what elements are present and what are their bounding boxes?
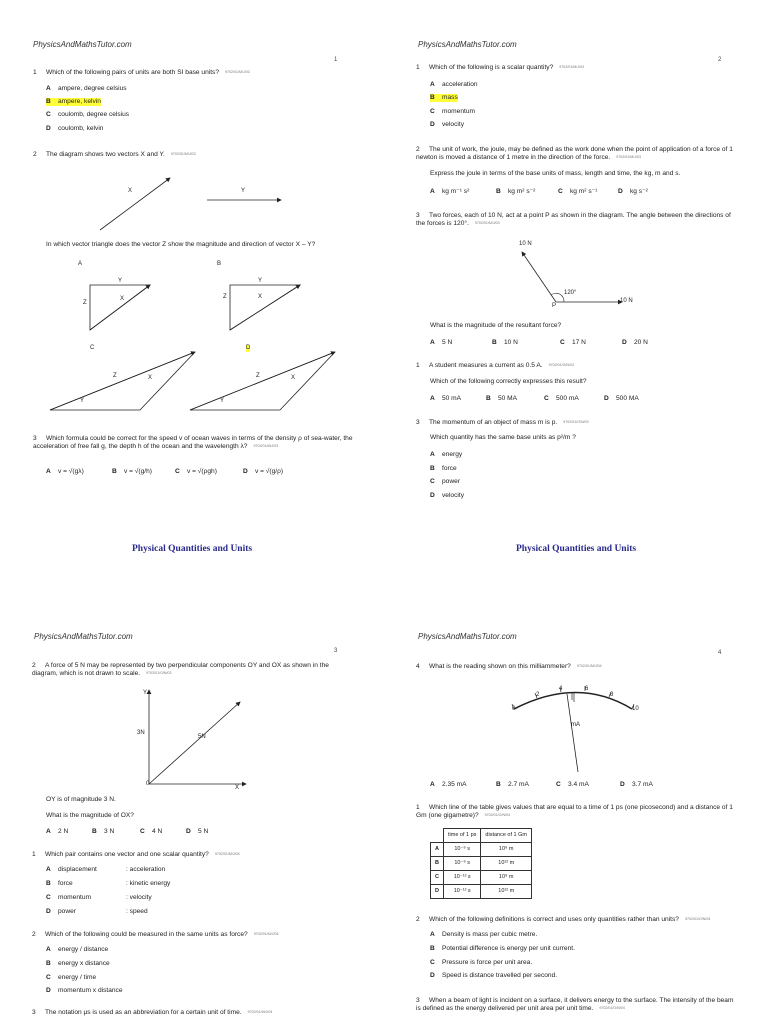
option[interactable]: B 50 MA: [486, 395, 518, 402]
question: 1 A student measures a current as 0.5 A. 9702/01/O/N/03: [416, 362, 574, 369]
page-number: 3: [334, 648, 338, 654]
question-number: 1: [33, 69, 37, 76]
page-number: 1: [334, 57, 338, 63]
question: 2 The unit of work, the joule, may be defined as the work done when the point of application of a force of 1 newton is moved a distance of 1 metre in the direction of the force. 9702/01/M/J/03: [416, 146, 733, 161]
page-4: [384, 620, 768, 1024]
option[interactable]: D Speed is distance travelled per second.: [430, 972, 558, 979]
tick-label: 2: [536, 692, 540, 698]
option[interactable]: D v = √(g/ρ): [243, 468, 284, 475]
question: 4 What is the reading shown on this milliammeter? 9702/01/M/J/04: [416, 663, 602, 670]
question: 3 Two forces, each of 10 N, act at a point P as shown in the diagram. The angle between the directions of the forces is 120°. 9702/01/M/J/03: [416, 212, 731, 227]
dial-arc: [514, 693, 632, 710]
option-highlighted[interactable]: B mass: [430, 94, 458, 101]
question: 2 A force of 5 N may be represented by two perpendicular components OY and OX as shown in the diagram, which is not drawn to scale. 9702/01/O/N/03: [32, 662, 329, 677]
label-y: Y: [241, 188, 246, 194]
table-row[interactable]: A displacement : acceleration: [46, 866, 166, 873]
option[interactable]: C 500 mA: [544, 395, 579, 402]
diagram-letter: B: [217, 261, 222, 267]
label-x: X: [128, 188, 133, 194]
option[interactable]: A energy / distance: [46, 946, 109, 953]
option[interactable]: C kg m² s⁻¹: [558, 188, 598, 195]
site-header: PhysicsAndMathsTutor.com: [33, 40, 132, 49]
question-prompt: What is the magnitude of OX?: [46, 812, 134, 819]
tick-label: 6: [585, 686, 589, 692]
question: 3 The momentum of an object of mass m is p. 9702/01/O/N/03: [416, 419, 589, 426]
option[interactable]: A 50 mA: [430, 395, 462, 402]
tick-label: 8: [610, 692, 614, 698]
question: 3 When a beam of light is incident on a surface, it delivers energy to the surface. The intensity of the beam is defined as the energy delivered per unit area per unit time. 9702/01/O/N/04: [416, 997, 734, 1012]
option[interactable]: C coulomb, degree celsius: [46, 111, 130, 118]
table-row[interactable]: D 10⁻¹² s 10¹² m: [431, 885, 532, 899]
option[interactable]: B kg m² s⁻²: [496, 188, 536, 195]
option[interactable]: D 5 N: [186, 828, 209, 835]
option[interactable]: A kg m⁻¹ s²: [430, 188, 470, 195]
page-number: 4: [718, 650, 722, 656]
question: 2 Which of the following definitions is correct and uses only quantities rather than units? 9702/01/O/N/04: [416, 916, 711, 923]
force-arrow-1: [522, 252, 556, 302]
table-row[interactable]: D power : speed: [46, 908, 148, 915]
site-header: PhysicsAndMathsTutor.com: [34, 632, 133, 641]
option[interactable]: A energy: [430, 451, 463, 458]
option[interactable]: D velocity: [430, 492, 464, 499]
question-prompt: In which vector triangle does the vector Z show the magnitude and direction of vector X – Y?: [46, 241, 316, 248]
question: 2 Which of the following could be measured in the same units as force? 9702/01/M/J/04: [32, 931, 279, 938]
option[interactable]: A v = √(gλ): [46, 468, 84, 475]
option[interactable]: C energy / time: [46, 974, 97, 981]
table-row[interactable]: A 10⁻⁹ s 10⁹ m: [431, 843, 532, 857]
table-row[interactable]: B force : kinetic energy: [46, 880, 171, 887]
question-prompt: What is the magnitude of the resultant force?: [430, 322, 562, 329]
resultant-arrow: [149, 702, 240, 784]
question: 1 Which line of the table gives values that are equal to a time of 1 ps (one picosecond) and a distance of 1 Gm (one gigametre)? 9702/01/O/N/04: [416, 804, 733, 819]
option[interactable]: D kg s⁻²: [618, 188, 648, 195]
question: 3 The notation μs is used as an abbreviation for a certain unit of time. 9702/01/M/J/04: [32, 1009, 273, 1016]
question: 1 Which pair contains one vector and one scalar quantity? 9702/01/M/J/04: [32, 851, 240, 858]
option[interactable]: B force: [430, 465, 457, 472]
question-text: Which of the following pairs of units are both SI base units?: [46, 69, 219, 76]
table-row[interactable]: B 10⁻⁹ s 10¹² m: [431, 857, 532, 871]
option[interactable]: B Potential difference is energy per unit current.: [430, 945, 575, 952]
question-prompt: Which quantity has the same base units as p²/m ?: [430, 434, 576, 441]
option[interactable]: C momentum: [430, 108, 475, 115]
table-row[interactable]: C momentum : velocity: [46, 894, 152, 901]
question: 3 Which formula could be correct for the speed v of ocean waves in terms of the density ρ of sea-water, the acceleration of free fall g, the depth h of the ocean and the wavelength λ? 9702/01/M/J/03: [33, 435, 353, 450]
option[interactable]: A 2 N: [46, 828, 69, 835]
option[interactable]: B energy x distance: [46, 960, 110, 967]
option[interactable]: A Density is mass per cubic metre.: [430, 931, 538, 938]
page-footer: Physical Quantities and Units: [132, 544, 253, 554]
option[interactable]: D 20 N: [622, 339, 648, 346]
meter-needle: [567, 694, 578, 772]
option[interactable]: A 2.35 mA: [430, 781, 467, 788]
option[interactable]: B 3 N: [92, 828, 115, 835]
tick-label: 0: [512, 706, 516, 712]
page-footer: Physical Quantities and Units: [516, 544, 637, 554]
option-highlighted[interactable]: B ampere, kelvin: [46, 98, 101, 105]
option[interactable]: C 4 N: [140, 828, 163, 835]
question: 2 The diagram shows two vectors X and Y. 9702/01/M/J/03: [33, 151, 196, 158]
option[interactable]: C v = √(ρgh): [175, 468, 217, 475]
option[interactable]: B 10 N: [492, 339, 518, 346]
diagram-letter-highlighted: D: [246, 345, 251, 351]
site-header: PhysicsAndMathsTutor.com: [418, 632, 517, 641]
option[interactable]: D velocity: [430, 121, 464, 128]
question: 1 Which of the following is a scalar quantity? 9702/01/M/J/03: [416, 64, 585, 71]
tick-label: 4: [559, 686, 563, 692]
page-2: PhysicsAndMathsTutor.com 2 1 Which of the following is a scalar quantity? 9702/01/M/J/03 A acceleration B mass C momentum D velocity 2 The unit of work, the joule, may be defined as the work done when the point of application of a force of 1 newton is moved a distance of 1 metre in the direction of the force. 9702/01/M/J/03 Express the joule in terms of the base units of mass, length and time, the kg, m and s. A kg m⁻¹ s² B kg m² s⁻² C kg m² s⁻¹ D kg s⁻² 3 Two forces, each of 10 N, act at a point P as shown in the diagram. The angle between the directions of the forces is 120°. 9702/01/M/J/03 10 N 10 N 120° P What is the magnitude of the resultant force? A 5 N B 10 N C 17 N D 20 N 1 A student measures a current as 0.5 A. 9702/01/O/N/03 Which of the following correctly expresses this result? A 50 mA B 50 MA C 500 mA D 500 MA 3 The momentum of an object of mass m is p. 9702/01/O/N/03 Which quantity has the same base units as p²/m ? A energy B force C power D velocity: [384, 0, 768, 512]
meter-unit: mA: [571, 722, 580, 728]
option[interactable]: B 2.7 mA: [496, 781, 529, 788]
option[interactable]: A 5 N: [430, 339, 453, 346]
option[interactable]: C 17 N: [560, 339, 586, 346]
diagram-letter: A: [78, 261, 83, 267]
option[interactable]: B v = √(g/h): [112, 468, 152, 475]
diagram-letter: C: [90, 345, 95, 351]
page-number: 2: [718, 57, 722, 63]
option[interactable]: C 3.4 mA: [556, 781, 589, 788]
page-1: PhysicsAndMathsTutor.com 1 1 Which of the following pairs of units are both SI base units? 9702/01/M/J/03 A ampere, degree celsius B ampere, kelvin C coulomb, degree celsius D coulomb, kelvin 2 The diagram shows two vectors X and Y. 9702/01/M/J/03 X Y In which vector triangle does the vector Z show the magnitude and direction of vector X – Y? A B C D Z X Y Z X Y Z X Y Z X Y 3 Which formula could be correct for the speed v of ocean waves in terms of the density ρ of sea-water, the acceleration of free fall g, the depth h of the ocean and the wavelength λ? 9702/01/M/J/03 A v = √(gλ) B v = √(g/h) C v = √(ρgh) D v = √(g/ρ): [0, 0, 384, 512]
option[interactable]: D 500 MA: [604, 395, 639, 402]
question-prompt: Express the joule in terms of the base units of mass, length and time, the kg, m and s.: [430, 170, 681, 177]
option[interactable]: C power: [430, 478, 460, 485]
option[interactable]: D coulomb, kelvin: [46, 125, 104, 132]
options-table: time of 1 ps distance of 1 Gm A 10⁻⁹ s 10⁹ m B 10⁻⁹ s 10¹² m C 10⁻¹² s 10⁹ m D 10⁻¹² s 10¹² m: [430, 828, 532, 899]
option[interactable]: D 3.7 mA: [620, 781, 653, 788]
option[interactable]: C Pressure is force per unit area.: [430, 959, 533, 966]
option[interactable]: A ampere, degree celsius: [46, 85, 127, 92]
table-row[interactable]: C 10⁻¹² s 10⁹ m: [431, 871, 532, 885]
option[interactable]: A acceleration: [430, 81, 478, 88]
option[interactable]: D momentum x distance: [46, 987, 123, 994]
site-header: PhysicsAndMathsTutor.com: [418, 40, 517, 49]
vector-x-arrow: [100, 178, 170, 230]
page-3: PhysicsAndMathsTutor.com 3 2 A force of 5 N may be represented by two perpendicular components OY and OX as shown in the diagram, which is not drawn to scale. 9702/01/O/N/03 Y X 0 3N 5N OY is of magnitude 3 N. What is the magnitude of OX? A 2 N B 3 N C 4 N D 5 N 1 Which pair contains one vector and one scalar quantity? 9702/01/M/J/04 A displacement : acceleration B force : kinetic energy C momentum : velocity D power : speed 2 Which of the following could be measured in the same units as force? 9702/01/M/J/04 A energy / distance B energy x distance C energy / time D momentum x distance 3 The notation μs is used as an abbreviation for a certain unit of time. 9702/01/M/J/04: [0, 620, 384, 1024]
tick-label: 10: [632, 706, 639, 712]
question-ref: 9702/01/M/J/03: [225, 70, 250, 75]
question-prompt: Which of the following correctly expresses this result?: [430, 378, 587, 385]
